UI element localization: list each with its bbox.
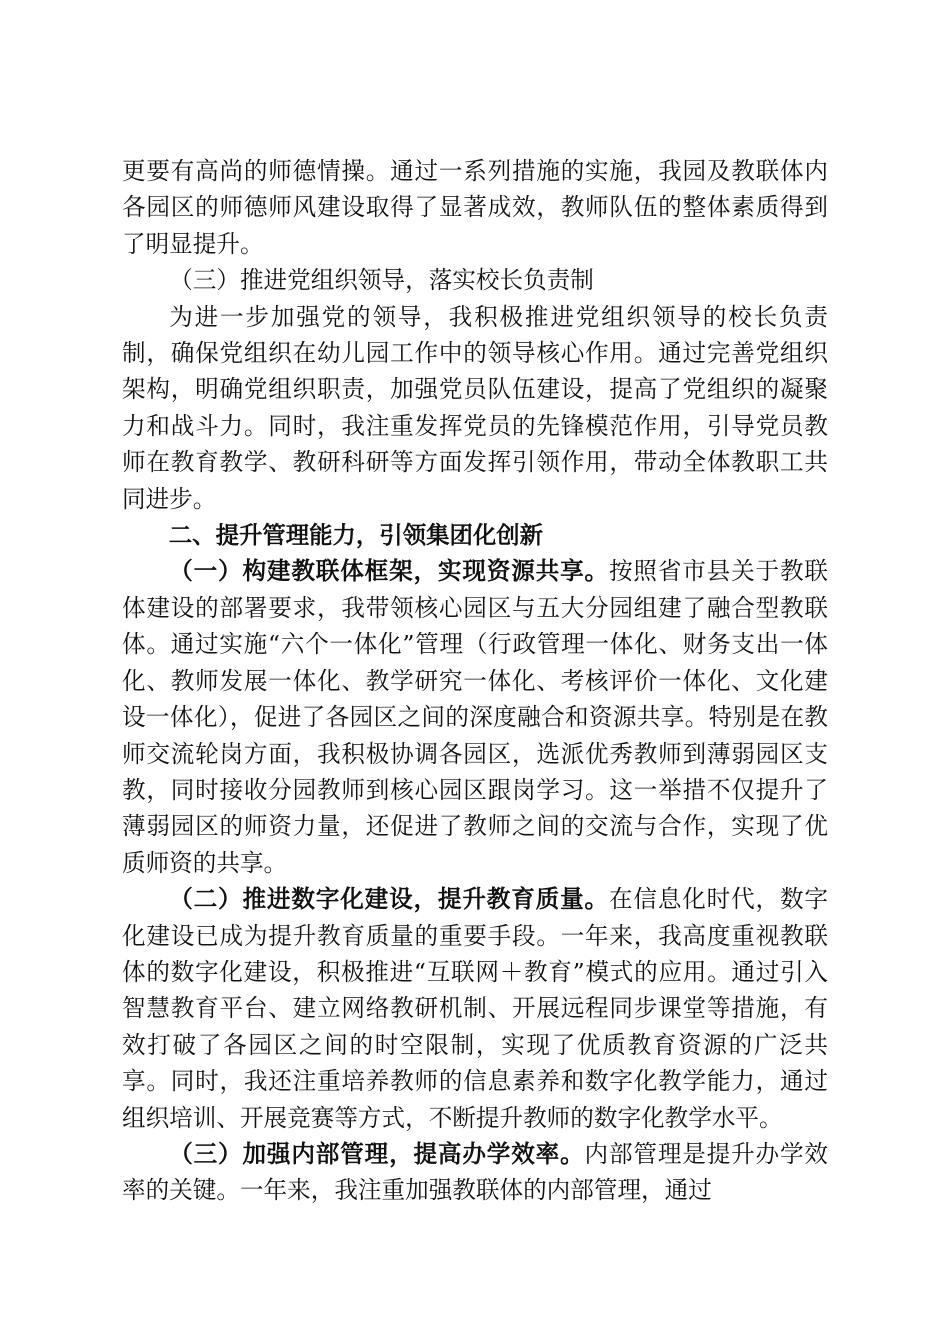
paragraph-lead: （三）加强内部管理，提高办学效率。 (169, 1139, 585, 1168)
paragraph-education-alliance (122, 553, 828, 881)
document-page (122, 153, 828, 1209)
paragraph-body: 在信息化时代，数字化建设已成为提升教育质量的重要手段。一年来，我高度重视教联体的数字化建设，积极推进“互联网＋教育”模式的应用。通过引入智慧教育平台、建立网络教研机制、开展远程同步课堂等措施，有效打破了各园区之间的时空限制，实现了优质教育资源的广泛共享。同时，我还注重培养教师的信息素养和数字化教学能力，通过组织培训、开展竞赛等方式，不断提升教师的数字化教学水平。 (122, 885, 828, 1132)
paragraph-body: 内部管理是提升办学效率的关键。一年来，我注重加强教联体的内部管理，通过 (122, 1139, 829, 1205)
paragraph-lead: （二）推进数字化建设，提升教育质量。 (169, 885, 609, 914)
paragraph-lead: （一）构建教联体框架，实现资源共享。 (169, 557, 609, 586)
subheading-party-leadership: （三）推进党组织领导，落实校长负责制 (169, 266, 594, 295)
paragraph-digitalization (122, 881, 828, 1136)
paragraph-teacher-ethics-conclusion: 更要有高尚的师德情操。通过一系列措施的实施，我园及教联体内各园区的师德师风建设取得了显著成效，教师队伍的整体素质得到了明显提升。 (122, 157, 828, 258)
section-heading-management: 二、提升管理能力，引领集团化创新 (168, 521, 544, 550)
paragraph-party-leadership: 为进一步加强党的领导，我积极推进党组织领导的校长负责制，确保党组织在幼儿园工作中的领导核心作用。通过完善党组织架构，明确党组织职责，加强党员队伍建设，提高了党组织的凝聚力和战斗力。同时，我注重发挥党员的先锋模范作用，引导党员教师在教育教学、教研科研等方面发挥引领作用，带动全体教职工共同进步。 (122, 302, 828, 513)
paragraph-internal-management (122, 1136, 828, 1209)
paragraph-body: 按照省市县关于教联体建设的部署要求，我带领核心园区与五大分园组建了融合型教联体。通过实施“六个一体化”管理（行政管理一体化、财务支出一体化、教师发展一体化、教学研究一体化、考核评价一体化、文化建设一体化），促进了各园区之间的深度融合和资源共享。特别是在教师交流轮岗方面，我积极协调各园区，选派优秀教师到薄弱园区支教，同时接收分园教师到核心园区跟岗学习。这一举措不仅提升了薄弱园区的师资力量，还促进了教师之间的交流与合作，实现了优质师资的共享。 (122, 557, 828, 877)
